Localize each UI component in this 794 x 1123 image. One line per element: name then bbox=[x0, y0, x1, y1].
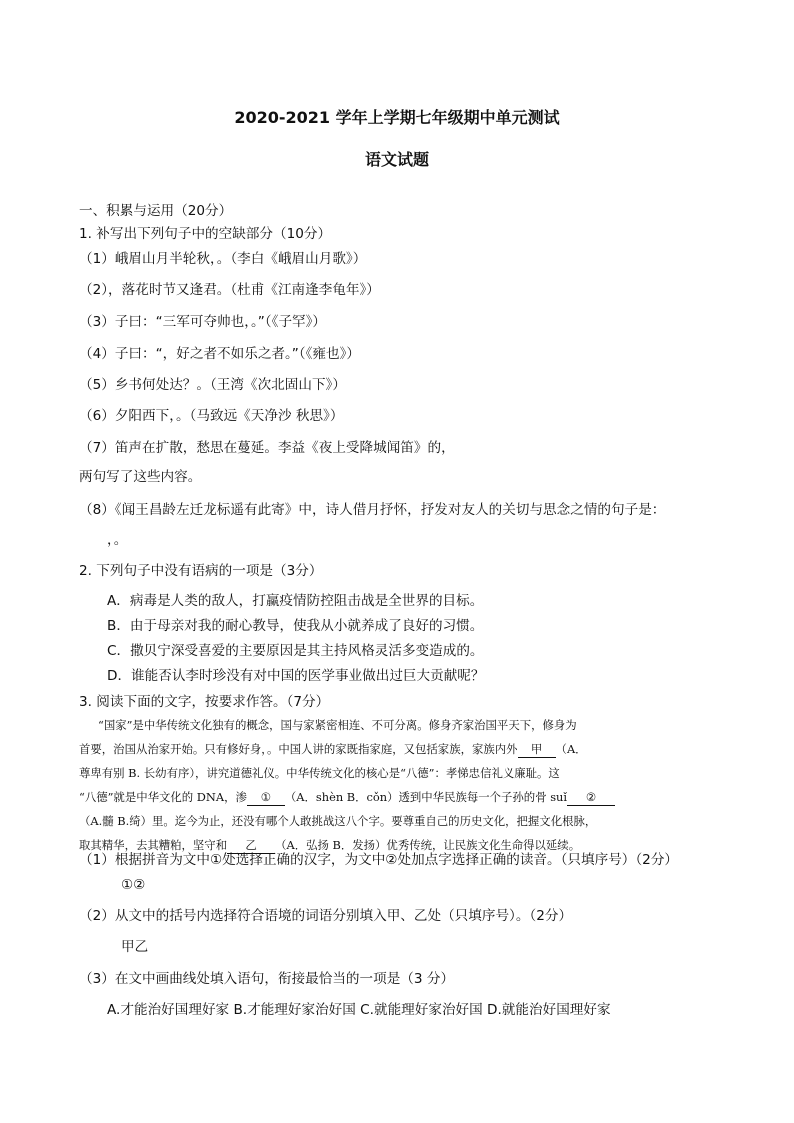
question-1-item: （2），落花时节又逢君。（杜甫《江南逢李龟年》） bbox=[79, 282, 380, 298]
passage-line: 尊卑有别 B. 长幼有序），讲究道德礼仪。中华传统文化的核心是“八德”：孝悌忠信礼义廉耻。这 bbox=[79, 766, 560, 780]
question-1-stem: 1. 补写出下列句子中的空缺部分（10分） bbox=[79, 226, 332, 242]
blank-1[interactable]: ① bbox=[247, 790, 285, 806]
question-1-item: （4）子曰：“，好之者不如乐之者。”（《雍也》） bbox=[79, 346, 361, 362]
question-2-option: D．谁能否认李时珍没有对中国的医学事业做出过巨大贡献呢？ bbox=[107, 668, 485, 684]
question-2-stem: 2. 下列句子中没有语病的一项是（3分） bbox=[79, 563, 323, 579]
exam-subtitle: 语文试题 bbox=[364, 150, 429, 169]
question-1-item: （3）子曰：“三军可夺帅也，。”（《子罕》） bbox=[79, 314, 327, 330]
question-1-item: 两句写了这些内容。 bbox=[79, 469, 202, 485]
question-1-item: （7）笛声在扩散，愁思在蔓延。李益《夜上受降城闻笛》的， bbox=[79, 440, 455, 456]
passage-line bbox=[79, 740, 587, 758]
question-1-item: （1）峨眉山月半轮秋，。（李白《峨眉山月歌》） bbox=[79, 251, 367, 267]
passage-text: （A．弘扬 B．发扬）优秀传统，让民族文化生命得以延续。 bbox=[275, 838, 581, 852]
sub-question-3-options: A.才能治好国理好家 B.才能理好家治好国 C.就能理好家治好国 D.就能治好国理好家 bbox=[107, 1002, 611, 1018]
section-heading: 一、积累与运用（20分） bbox=[79, 203, 233, 219]
passage-text: （A．shèn B．cǒn）透到中华民族每一个子孙的骨 suǐ bbox=[284, 790, 568, 804]
passage-text: 取其精华，去其糟粕，坚守和 bbox=[79, 838, 228, 852]
sub-question-3: （3）在文中画曲线处填入语句，衔接最恰当的一项是（3 分） bbox=[79, 971, 455, 987]
passage-line: （A.髓 B.绮）里。迄今为止，还没有哪个人敢挑战这八个字。要尊重自己的历史文化，把握文化根脉， bbox=[79, 814, 597, 828]
question-2-option: B．由于母亲对我的耐心教导，使我从小就养成了良好的习惯。 bbox=[107, 618, 484, 634]
passage-line: “国家”是中华传统文化独有的概念，国与家紧密相连、不可分离。修身齐家治国平天下，修身为 bbox=[98, 718, 577, 732]
exam-title: 2020-2021 学年上学期七年级期中单元测试 bbox=[234, 108, 560, 127]
question-2-option: C．撒贝宁深受喜爱的主要原因是其主持风格灵活多变造成的。 bbox=[107, 643, 484, 659]
blank-2[interactable]: ② bbox=[567, 790, 615, 806]
passage-text: “八德”就是中华文化的 DNA，渗 bbox=[79, 790, 247, 804]
question-3-stem: 3. 阅读下面的文字，按要求作答。（7分） bbox=[79, 694, 330, 710]
passage-text: 首要，治国从治家开始。只有修好身，。中国人讲的家既指家庭，又包括家族，家族内外 bbox=[79, 742, 518, 756]
question-1-item: ，。 bbox=[107, 532, 128, 548]
sub-question-2-answer[interactable]: 甲乙 bbox=[121, 939, 149, 955]
question-2-option: A．病毒是人类的敌人，打赢疫情防控阻击战是全世界的目标。 bbox=[107, 593, 484, 609]
sub-question-1-answer[interactable]: ①② bbox=[121, 877, 146, 893]
blank-jia[interactable]: 甲 bbox=[518, 742, 556, 758]
passage-line bbox=[79, 788, 615, 806]
sub-question-1: （1）根据拼音为文中①处选择正确的汉字，为文中②处加点字选择正确的读音。（只填序号）（2分） bbox=[79, 852, 679, 868]
blank-yi[interactable]: 乙 bbox=[227, 838, 275, 854]
question-1-item: （5）乡书何处达？。（王湾《次北固山下》） bbox=[79, 377, 346, 393]
sub-question-2: （2）从文中的括号内选择符合语境的词语分别填入甲、乙处（只填序号）。（2分） bbox=[79, 908, 573, 924]
question-1-item: （8）《闻王昌龄左迁龙标遥有此寄》中，诗人借月抒怀，抒发对友人的关切与思念之情的句子是： bbox=[79, 502, 666, 518]
passage-text: （A． bbox=[555, 742, 587, 756]
question-1-item: （6）夕阳西下，。（马致远《天净沙 秋思》） bbox=[79, 408, 344, 424]
